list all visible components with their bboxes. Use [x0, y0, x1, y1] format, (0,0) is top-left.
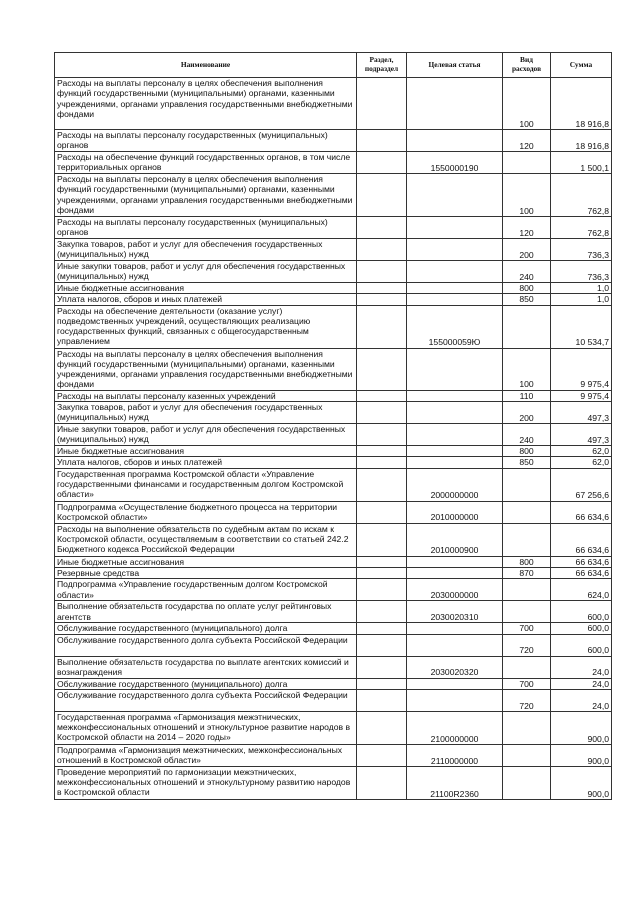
- row-section: [357, 623, 407, 634]
- row-sum: 66 634,6: [551, 567, 612, 578]
- row-name: Иные бюджетные ассигнования: [55, 446, 357, 457]
- table-row: [55, 78, 612, 130]
- header-target: Целевая статья: [407, 53, 503, 78]
- row-sum: 66 634,6: [551, 523, 612, 556]
- row-name: Выполнение обязательств государства по выплате агентских комиссий и вознаграждения: [55, 656, 357, 678]
- row-sum: 600,0: [551, 634, 612, 656]
- row-sum: 900,0: [551, 744, 612, 766]
- row-name: Расходы на выплаты персоналу в целях обеспечения выполнения функций государственными (муниципальными) органами, казенными учреждениями, органами управления государственными внебюджетными фондами: [55, 174, 357, 217]
- row-target: [407, 678, 503, 689]
- table-row: [55, 294, 612, 305]
- row-sum: 1,0: [551, 294, 612, 305]
- row-kind: 720: [503, 634, 551, 656]
- row-section: [357, 711, 407, 744]
- row-name: Обслуживание государственного (муниципального) долга: [55, 678, 357, 689]
- row-name: Иные закупки товаров, работ и услуг для обеспечения государственных (муниципальных) нужд: [55, 424, 357, 446]
- table-row: [55, 348, 612, 390]
- row-target: 1550000190: [407, 152, 503, 174]
- row-section: [357, 468, 407, 501]
- row-kind: [503, 601, 551, 623]
- table-row: [55, 556, 612, 567]
- row-section: [357, 174, 407, 217]
- table-row: [55, 601, 612, 623]
- row-kind: [503, 766, 551, 799]
- row-name: Проведение мероприятий по гармонизации межэтнических, межконфессиональных отношений и этнокультурному развитию народов в Костромской области: [55, 766, 357, 799]
- row-section: [357, 294, 407, 305]
- row-section: [357, 556, 407, 567]
- row-target: [407, 567, 503, 578]
- table-header-row: [55, 53, 612, 78]
- row-target: [407, 390, 503, 401]
- row-target: [407, 174, 503, 217]
- table-row: [55, 766, 612, 799]
- row-target: 2030020320: [407, 656, 503, 678]
- table-row: [55, 523, 612, 556]
- row-section: [357, 283, 407, 294]
- table-row: [55, 305, 612, 348]
- table-row: [55, 468, 612, 501]
- row-sum: 1 500,1: [551, 152, 612, 174]
- table-row: [55, 174, 612, 217]
- row-name: Обслуживание государственного долга субъекта Российской Федерации: [55, 634, 357, 656]
- row-section: [357, 457, 407, 468]
- table-row: [55, 424, 612, 446]
- row-sum: 62,0: [551, 457, 612, 468]
- row-sum: 736,3: [551, 261, 612, 283]
- row-section: [357, 261, 407, 283]
- table-row: [55, 744, 612, 766]
- row-section: [357, 766, 407, 799]
- row-kind: [503, 305, 551, 348]
- row-kind: 200: [503, 239, 551, 261]
- row-target: [407, 217, 503, 239]
- budget-table: [54, 52, 612, 800]
- row-target: [407, 424, 503, 446]
- row-sum: 600,0: [551, 601, 612, 623]
- row-section: [357, 78, 407, 130]
- table-row: [55, 390, 612, 401]
- row-name: Расходы на выплаты персоналу в целях обеспечения выполнения функций государственными (муниципальными) органами, казенными учреждениями, органами управления государственными внебюджетными фондами: [55, 348, 357, 390]
- row-section: [357, 217, 407, 239]
- row-kind: 110: [503, 390, 551, 401]
- row-name: Расходы на выплаты персоналу государственных (муниципальных) органов: [55, 130, 357, 152]
- row-kind: 100: [503, 78, 551, 130]
- row-target: 2000000000: [407, 468, 503, 501]
- row-kind: [503, 579, 551, 601]
- row-target: [407, 623, 503, 634]
- row-kind: 120: [503, 217, 551, 239]
- row-target: 2030020310: [407, 601, 503, 623]
- table-row: [55, 457, 612, 468]
- row-section: [357, 523, 407, 556]
- table-row: [55, 261, 612, 283]
- row-kind: 100: [503, 174, 551, 217]
- row-target: 2100000000: [407, 711, 503, 744]
- row-sum: 762,8: [551, 217, 612, 239]
- row-sum: 9 975,4: [551, 390, 612, 401]
- row-name: Подпрограмма «Управление государственным долгом Костромской области»: [55, 579, 357, 601]
- table-row: [55, 501, 612, 523]
- row-section: [357, 501, 407, 523]
- row-section: [357, 305, 407, 348]
- row-kind: [503, 744, 551, 766]
- row-sum: 900,0: [551, 711, 612, 744]
- table-row: [55, 579, 612, 601]
- row-target: [407, 261, 503, 283]
- row-target: 2030000000: [407, 579, 503, 601]
- row-sum: 66 634,6: [551, 556, 612, 567]
- row-target: 2110000000: [407, 744, 503, 766]
- table-row: [55, 217, 612, 239]
- row-sum: 62,0: [551, 446, 612, 457]
- row-kind: 120: [503, 130, 551, 152]
- row-sum: 497,3: [551, 424, 612, 446]
- table-row: [55, 678, 612, 689]
- row-kind: [503, 468, 551, 501]
- table-row: [55, 152, 612, 174]
- table-row: [55, 446, 612, 457]
- row-sum: 600,0: [551, 623, 612, 634]
- row-name: Иные бюджетные ассигнования: [55, 283, 357, 294]
- row-sum: 1,0: [551, 283, 612, 294]
- row-section: [357, 424, 407, 446]
- row-name: Подпрограмма «Осуществление бюджетного процесса на территории Костромской области»: [55, 501, 357, 523]
- row-section: [357, 402, 407, 424]
- row-kind: 870: [503, 567, 551, 578]
- row-name: Закупка товаров, работ и услуг для обеспечения государственных (муниципальных) нужд: [55, 239, 357, 261]
- row-name: Расходы на выплаты персоналу в целях обеспечения выполнения функций государственными (муниципальными) органами, казенными учреждениями, органами управления государственными внебюджетными фондами: [55, 78, 357, 130]
- row-kind: 700: [503, 623, 551, 634]
- table-row: [55, 567, 612, 578]
- row-section: [357, 601, 407, 623]
- row-name: Государственная программа Костромской области «Управление государственными финансами и государственным долгом Костромской области»: [55, 468, 357, 501]
- row-name: Обслуживание государственного долга субъекта Российской Федерации: [55, 689, 357, 711]
- row-sum: 10 534,7: [551, 305, 612, 348]
- row-kind: 850: [503, 294, 551, 305]
- row-name: Иные закупки товаров, работ и услуг для обеспечения государственных (муниципальных) нужд: [55, 261, 357, 283]
- row-target: [407, 634, 503, 656]
- row-section: [357, 152, 407, 174]
- row-sum: 497,3: [551, 402, 612, 424]
- row-section: [357, 390, 407, 401]
- row-kind: 200: [503, 402, 551, 424]
- row-sum: 24,0: [551, 689, 612, 711]
- row-kind: [503, 501, 551, 523]
- row-kind: [503, 656, 551, 678]
- row-section: [357, 348, 407, 390]
- row-name: Резервные средства: [55, 567, 357, 578]
- row-section: [357, 634, 407, 656]
- header-sum: Сумма: [551, 53, 612, 78]
- row-section: [357, 656, 407, 678]
- table-row: [55, 656, 612, 678]
- row-sum: 762,8: [551, 174, 612, 217]
- row-sum: 24,0: [551, 656, 612, 678]
- row-target: 2010000900: [407, 523, 503, 556]
- row-name: Уплата налогов, сборов и иных платежей: [55, 294, 357, 305]
- table-row: [55, 623, 612, 634]
- row-name: Расходы на обеспечение деятельности (оказание услуг) подведомственных учреждений, осуществляющих реализацию государственных функций, связанных с общегосударственным управлением: [55, 305, 357, 348]
- row-name: Иные бюджетные ассигнования: [55, 556, 357, 567]
- row-section: [357, 567, 407, 578]
- row-target: 21100R2360: [407, 766, 503, 799]
- row-sum: 9 975,4: [551, 348, 612, 390]
- row-kind: 800: [503, 556, 551, 567]
- row-target: [407, 78, 503, 130]
- row-target: [407, 402, 503, 424]
- row-kind: [503, 523, 551, 556]
- row-sum: 18 916,8: [551, 78, 612, 130]
- table-row: [55, 283, 612, 294]
- row-section: [357, 446, 407, 457]
- row-target: [407, 130, 503, 152]
- header-kind: Вид расходов: [503, 53, 551, 78]
- row-target: [407, 348, 503, 390]
- row-section: [357, 744, 407, 766]
- row-target: [407, 446, 503, 457]
- row-sum: 900,0: [551, 766, 612, 799]
- row-sum: 66 634,6: [551, 501, 612, 523]
- row-target: [407, 457, 503, 468]
- row-target: [407, 689, 503, 711]
- row-name: Закупка товаров, работ и услуг для обеспечения государственных (муниципальных) нужд: [55, 402, 357, 424]
- row-section: [357, 678, 407, 689]
- row-sum: 24,0: [551, 678, 612, 689]
- row-target: 155000059Ю: [407, 305, 503, 348]
- row-kind: 800: [503, 283, 551, 294]
- row-name: Выполнение обязательств государства по оплате услуг рейтинговых агентств: [55, 601, 357, 623]
- row-kind: 720: [503, 689, 551, 711]
- header-name: Наименование: [55, 53, 357, 78]
- table-row: [55, 130, 612, 152]
- row-target: 2010000000: [407, 501, 503, 523]
- row-sum: 67 256,6: [551, 468, 612, 501]
- row-section: [357, 239, 407, 261]
- table-row: [55, 402, 612, 424]
- row-name: Обслуживание государственного (муниципального) долга: [55, 623, 357, 634]
- row-sum: 736,3: [551, 239, 612, 261]
- row-kind: [503, 152, 551, 174]
- row-name: Расходы на выплаты персоналу государственных (муниципальных) органов: [55, 217, 357, 239]
- row-kind: 100: [503, 348, 551, 390]
- table-row: [55, 239, 612, 261]
- row-target: [407, 556, 503, 567]
- row-target: [407, 239, 503, 261]
- table-row: [55, 689, 612, 711]
- row-name: Расходы на обеспечение функций государственных органов, в том числе территориальных органов: [55, 152, 357, 174]
- row-name: Расходы на выполнение обязательств по судебным актам по искам к Костромской области, осуществляемым в соответствии со статьей 242.2 Бюджетного кодекса Российской Федерации: [55, 523, 357, 556]
- row-kind: [503, 711, 551, 744]
- row-name: Государственная программа «Гармонизация межэтнических, межконфессиональных отношений и этнокультурное развитие народов в Костромской области на 2014 – 2020 годы»: [55, 711, 357, 744]
- row-section: [357, 579, 407, 601]
- row-kind: 240: [503, 424, 551, 446]
- row-name: Расходы на выплаты персоналу казенных учреждений: [55, 390, 357, 401]
- row-section: [357, 689, 407, 711]
- row-name: Уплата налогов, сборов и иных платежей: [55, 457, 357, 468]
- row-target: [407, 294, 503, 305]
- row-sum: 18 916,8: [551, 130, 612, 152]
- table-row: [55, 711, 612, 744]
- header-section: Раздел, подраздел: [357, 53, 407, 78]
- row-section: [357, 130, 407, 152]
- row-kind: 850: [503, 457, 551, 468]
- table-row: [55, 634, 612, 656]
- row-sum: 624,0: [551, 579, 612, 601]
- row-name: Подпрограмма «Гармонизация межэтнических, межконфессиональных отношений в Костромской области»: [55, 744, 357, 766]
- row-kind: 700: [503, 678, 551, 689]
- row-kind: 800: [503, 446, 551, 457]
- row-kind: 240: [503, 261, 551, 283]
- row-target: [407, 283, 503, 294]
